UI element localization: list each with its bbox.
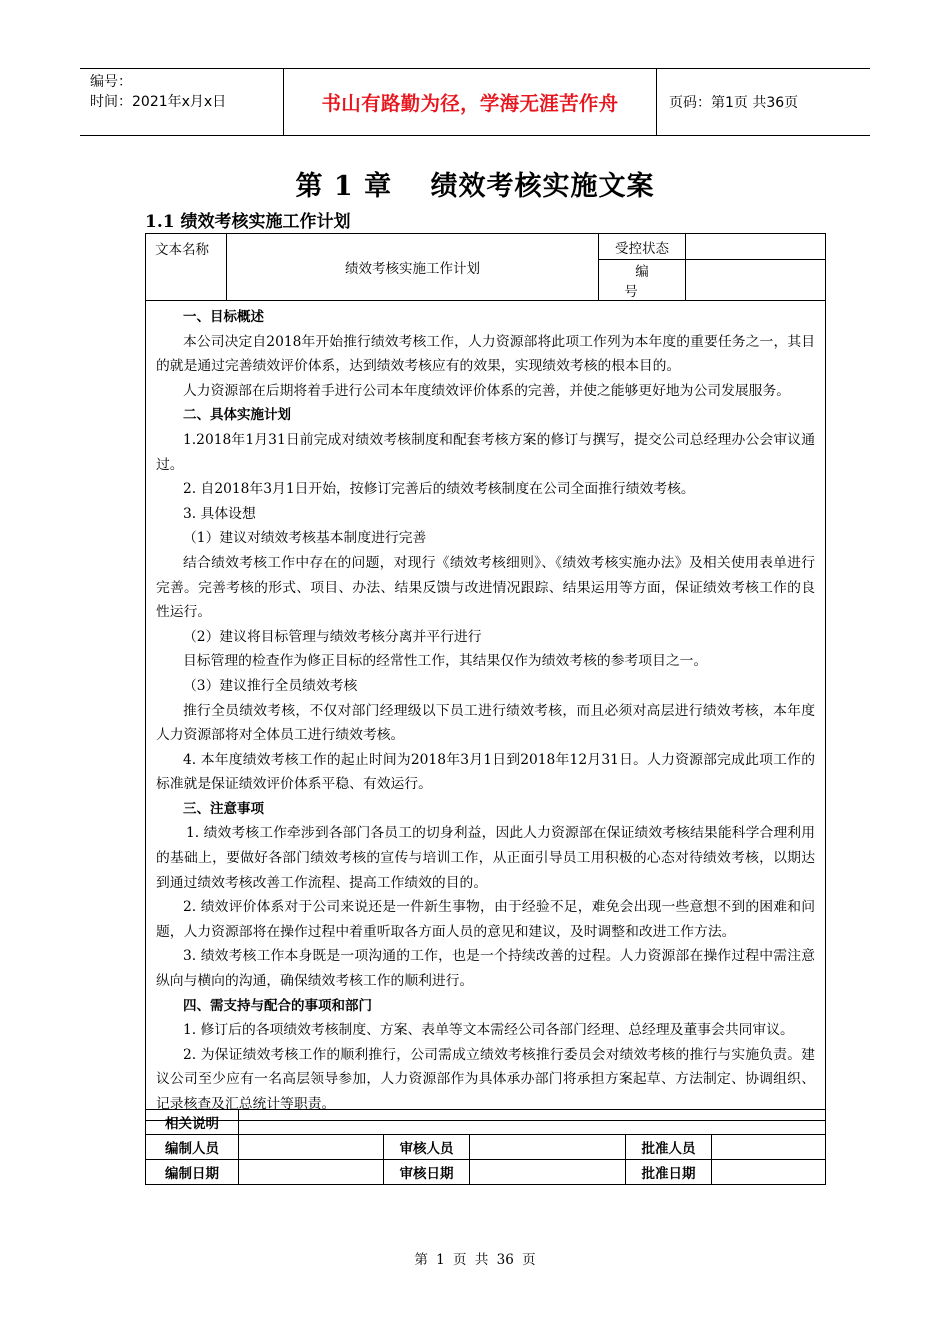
- related-notes-value: [239, 1110, 826, 1135]
- paragraph: 1. 修订后的各项绩效考核制度、方案、表单等文本需经公司各部门经理、总经理及董事会共同审议。: [183, 1022, 794, 1039]
- prepared-by-label: 编制人员: [146, 1135, 239, 1160]
- chapter-title: 第 1 章 绩效考核实施文案: [295, 171, 655, 202]
- paragraph: （1）建议对绩效考核基本制度进行完善: [183, 530, 427, 547]
- paragraph: （3）建议推行全员绩效考核: [183, 677, 358, 694]
- reviewed-date-label: 审核日期: [384, 1160, 470, 1185]
- reviewed-by-value: [470, 1135, 626, 1160]
- header-slogan: 书山有路勤为径，学海无涯苦作舟: [283, 69, 657, 135]
- paragraph: （2）建议将目标管理与绩效考核分离并平行进行: [183, 628, 482, 645]
- controlled-status-label: 受控状态: [599, 234, 686, 260]
- approved-date-label: 批准日期: [626, 1160, 712, 1185]
- paragraph: 2. 自2018年3月1日开始，按修订完善后的绩效考核制度在公司全面推行绩效考核。: [183, 481, 695, 498]
- paragraph: 人力资源部在后期将着手进行公司本年度绩效评价体系的完善，并使之能够更好地为公司发展服务。: [183, 382, 791, 399]
- paragraph: 1. 绩效考核工作牵涉到各部门各员工的切身利益，因此人力资源部在保证绩效考核结果能科学合理利用的基础上，要做好各部门绩效考核的宣传与培训工作，从正面引导员工用积极的心态对待绩效考核，以期达到通过绩效考核改善工作流程、提高工作绩效的目的。: [156, 825, 815, 891]
- paragraph: 2. 为保证绩效考核工作的顺利推行，公司需成立绩效考核推行委员会对绩效考核的推行与实施负责。建议公司至少应有一名高层领导参加，人力资源部作为具体承办部门将承担方案起草、方法制定、协调组织、记录核查及汇总统计等职责。: [156, 1046, 815, 1112]
- text-name-label: 文本名称: [146, 234, 227, 301]
- paragraph: 3. 绩效考核工作本身既是一项沟通的工作，也是一个持续改善的过程。人力资源部在操作过程中需注意纵向与横向的沟通，确保绩效考核工作的顺利进行。: [156, 948, 815, 990]
- section-title: 1.1 绩效考核实施工作计划: [145, 212, 351, 232]
- paragraph: 推行全员绩效考核，不仅对部门经理级以下员工进行绩效考核，而且必须对高层进行绩效考核，本年度人力资源部将对全体员工进行绩效考核。: [156, 702, 815, 744]
- reviewed-date-value: [470, 1160, 626, 1185]
- text-name-value: 绩效考核实施工作计划: [227, 234, 599, 301]
- prepared-date-value: [239, 1160, 384, 1185]
- plan-table: [145, 233, 826, 1121]
- controlled-status-value: [686, 234, 826, 260]
- number-value: [686, 260, 826, 301]
- prepared-date-label: 编制日期: [146, 1160, 239, 1185]
- header-meta: [80, 69, 283, 135]
- paragraph: 3. 具体设想: [183, 505, 256, 522]
- paragraph: 2. 绩效评价体系对于公司来说还是一件新生事物，由于经验不足，难免会出现一些意想不到的困难和问题，人力资源部将在操作过程中着重听取各方面人员的意见和建议，及时调整和改进工作方法。: [156, 899, 815, 940]
- paragraph: 目标管理的检查作为修正目标的经常性工作，其结果仅作为绩效考核的参考项目之一。: [183, 653, 708, 670]
- approved-by-label: 批准人员: [626, 1135, 712, 1160]
- heading-implementation-plan: 二、具体实施计划: [183, 407, 291, 424]
- related-notes-label: 相关说明: [146, 1110, 239, 1135]
- heading-notes: 三、注意事项: [183, 800, 264, 817]
- approval-table: [145, 1109, 826, 1185]
- heading-objective: 一、目标概述: [183, 309, 264, 325]
- paragraph: 本公司决定自2018年开始推行绩效考核工作，人力资源部将此项工作列为本年度的重要任务之一，其目的就是通过完善绩效评价体系，达到绩效考核应有的效果，实现绩效考核的根本目的。: [156, 333, 815, 375]
- heading-support-departments: 四、需支持与配合的事项和部门: [183, 997, 372, 1014]
- number-label: 编号: [599, 260, 686, 301]
- approved-date-value: [712, 1160, 826, 1185]
- paragraph: 4. 本年度绩效考核工作的起止时间为2018年3月1日到2018年12月31日。人力资源部完成此项工作的标准就是保证绩效评价体系平稳、有效运行。: [156, 751, 815, 793]
- header-number: 编号：: [90, 74, 132, 90]
- plan-content: [146, 301, 826, 1121]
- document-header: [80, 68, 870, 136]
- prepared-by-value: [239, 1135, 384, 1160]
- header-time: 时间：2021年x月x日: [90, 94, 227, 110]
- approved-by-value: [712, 1135, 826, 1160]
- paragraph: 1.2018年1月31日前完成对绩效考核制度和配套考核方案的修订与撰写，提交公司总经理办公会审议通过。: [156, 431, 815, 473]
- page-footer: 第 1 页 共 36 页: [414, 1252, 536, 1268]
- reviewed-by-label: 审核人员: [384, 1135, 470, 1160]
- header-page-info: 页码：第1页 共36页: [669, 95, 799, 111]
- paragraph: 结合绩效考核工作中存在的问题，对现行《绩效考核细则》、《绩效考核实施办法》及相关使用表单进行完善。完善考核的形式、项目、办法、结果反馈与改进情况跟踪、结果运用等方面，保证绩效考核工作的良性运行。: [156, 554, 815, 621]
